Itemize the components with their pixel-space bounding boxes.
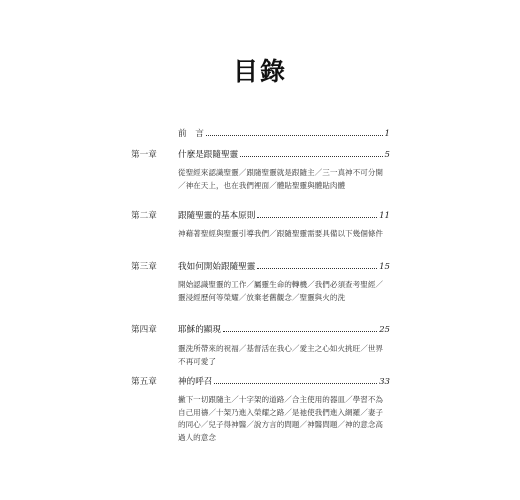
chapter-heading: 耶穌的顯現 [178,325,221,335]
chapter-number: 第四章 [131,325,157,335]
dot-leader [214,382,377,384]
page-title: 目錄 [232,57,287,86]
toc-entry-chapter-4[interactable] [0,323,520,337]
toc-entry-line [178,148,390,162]
page-number: 15 [379,262,390,272]
toc-entry-line [178,209,390,223]
page-number: 11 [379,211,390,221]
chapter-number: 第三章 [131,262,157,272]
dot-leader [257,267,377,269]
chapter-heading: 什麼是跟隨聖靈 [178,150,239,160]
dot-leader [206,134,383,136]
page-number: 5 [384,150,390,160]
toc-entry-line [178,127,390,141]
chapter-number: 第五章 [131,377,157,387]
chapter-heading: 神的呼召 [178,377,213,387]
dot-leader [240,155,382,157]
dot-leader [257,216,377,218]
chapter-number: 第一章 [131,150,157,160]
chapter-subtopics: 開始認識聖靈的工作／屬靈生命的轉機／我們必須查考聖經／靈浸經歷何等榮耀／放棄老舊觀念／聖靈與火的洗 [178,280,384,302]
toc-entry-chapter-1[interactable] [0,148,520,162]
chapter-number: 第二章 [131,211,157,221]
chapter-heading: 跟隨聖靈的基本原則 [178,211,256,221]
toc-entry-chapter-5[interactable] [0,375,520,389]
toc-entry-chapter-3[interactable] [0,260,520,274]
page-number: 25 [379,325,390,335]
chapter-subtopics: 神藉著聖經與聖靈引導我們／跟隨聖靈需要具備以下幾個條件 [178,229,384,238]
chapter-heading: 前 言 [178,129,204,139]
chapter-subtopics: 撇下一切跟隨主／十字架的道路／合主使用的器皿／學習不為自己用禱／十架乃進入榮耀之路／是祂使我們進入網羅／妻子的同心／兒子得神醫／說方言的問題／神醫問題／神的意念高過人的意念 [178,395,384,442]
toc-entry-line [178,323,390,337]
toc-entry-preface[interactable] [0,127,520,141]
page-number: 33 [379,377,390,387]
toc-entry-line [178,375,390,389]
page-number: 1 [384,129,390,139]
chapter-subtopics: 靈洗所帶來的祝福／基督活在我心／愛主之心如火挑旺／世界不再可愛了 [178,344,384,366]
toc-entry-line [178,260,390,274]
toc-entry-chapter-2[interactable] [0,209,520,223]
chapter-heading: 我如何開始跟隨聖靈 [178,262,256,272]
chapter-subtopics: 從聖經來認識聖靈／跟隨聖靈就是跟隨主／三一真神不可分開／神在天上，也在我們裡面／體貼聖靈與體貼肉體 [178,168,384,190]
dot-leader [223,330,377,332]
